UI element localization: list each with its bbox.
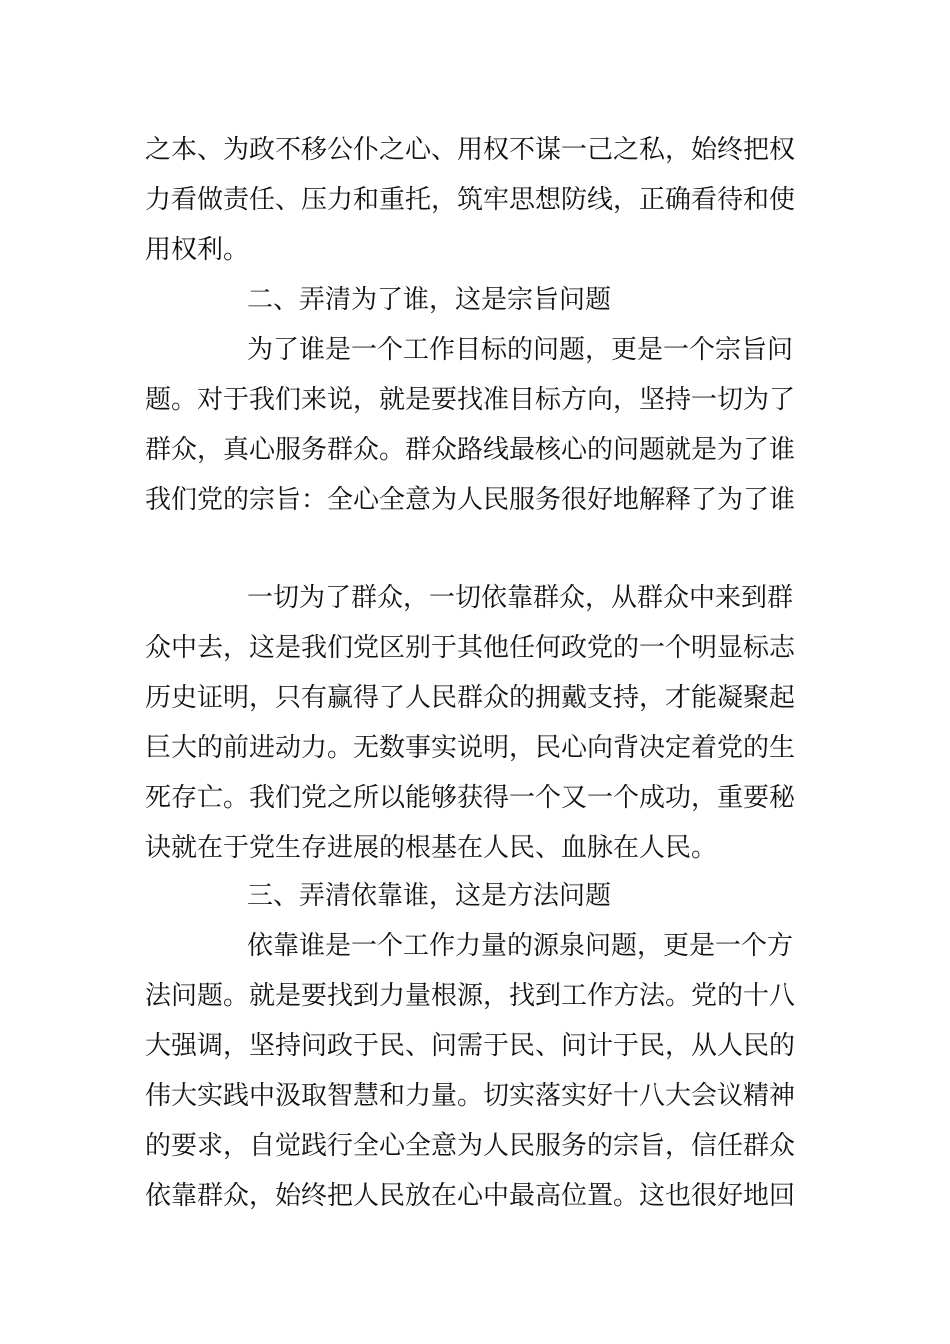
text-line-21: 依靠群众，始终把人民放在心中最高位置。这也很好地回 — [145, 1181, 796, 1211]
text-line-8: 我们党的宗旨：全心全意为人民服务很好地解释了为了谁 — [145, 485, 796, 515]
text-line-16: 依靠谁是一个工作力量的源泉问题，更是一个方 — [247, 931, 794, 961]
text-line-11: 历史证明，只有赢得了人民群众的拥戴支持，才能凝聚起 — [145, 683, 796, 713]
text-line-18: 大强调，坚持问政于民、问需于民、问计于民，从人民的 — [145, 1031, 796, 1061]
text-line-12: 巨大的前进动力。无数事实说明，民心向背决定着党的生 — [145, 733, 796, 763]
text-line-2: 力看做责任、压力和重托，筑牢思想防线，正确看待和使 — [145, 185, 796, 215]
text-line-13: 死存亡。我们党之所以能够获得一个又一个成功，重要秘 — [145, 783, 796, 813]
text-line-1: 之本、为政不移公仆之心、用权不谋一己之私，始终把权 — [145, 135, 796, 165]
text-line-5: 为了谁是一个工作目标的问题，更是一个宗旨问 — [247, 335, 794, 365]
text-line-6: 题。对于我们来说，就是要找准目标方向，坚持一切为了 — [145, 385, 796, 415]
section-heading-3: 三、弄清依靠谁，这是方法问题 — [247, 881, 612, 911]
text-line-3: 用权利。 — [145, 235, 250, 265]
text-line-10: 众中去，这是我们党区别于其他任何政党的一个明显标志 — [145, 633, 796, 663]
text-line-14: 诀就在于党生存进展的根基在人民、血脉在人民。 — [145, 833, 718, 863]
section-heading-2: 二、弄清为了谁，这是宗旨问题 — [247, 285, 612, 315]
text-line-9: 一切为了群众，一切依靠群众，从群众中来到群 — [247, 583, 794, 613]
text-line-20: 的要求，自觉践行全心全意为人民服务的宗旨，信任群众 — [145, 1131, 796, 1161]
text-line-17: 法问题。就是要找到力量根源，找到工作方法。党的十八 — [145, 981, 796, 1011]
text-line-7: 群众，真心服务群众。群众路线最核心的问题就是为了谁 — [145, 435, 796, 465]
text-line-19: 伟大实践中汲取智慧和力量。切实落实好十八大会议精神 — [145, 1081, 796, 1111]
